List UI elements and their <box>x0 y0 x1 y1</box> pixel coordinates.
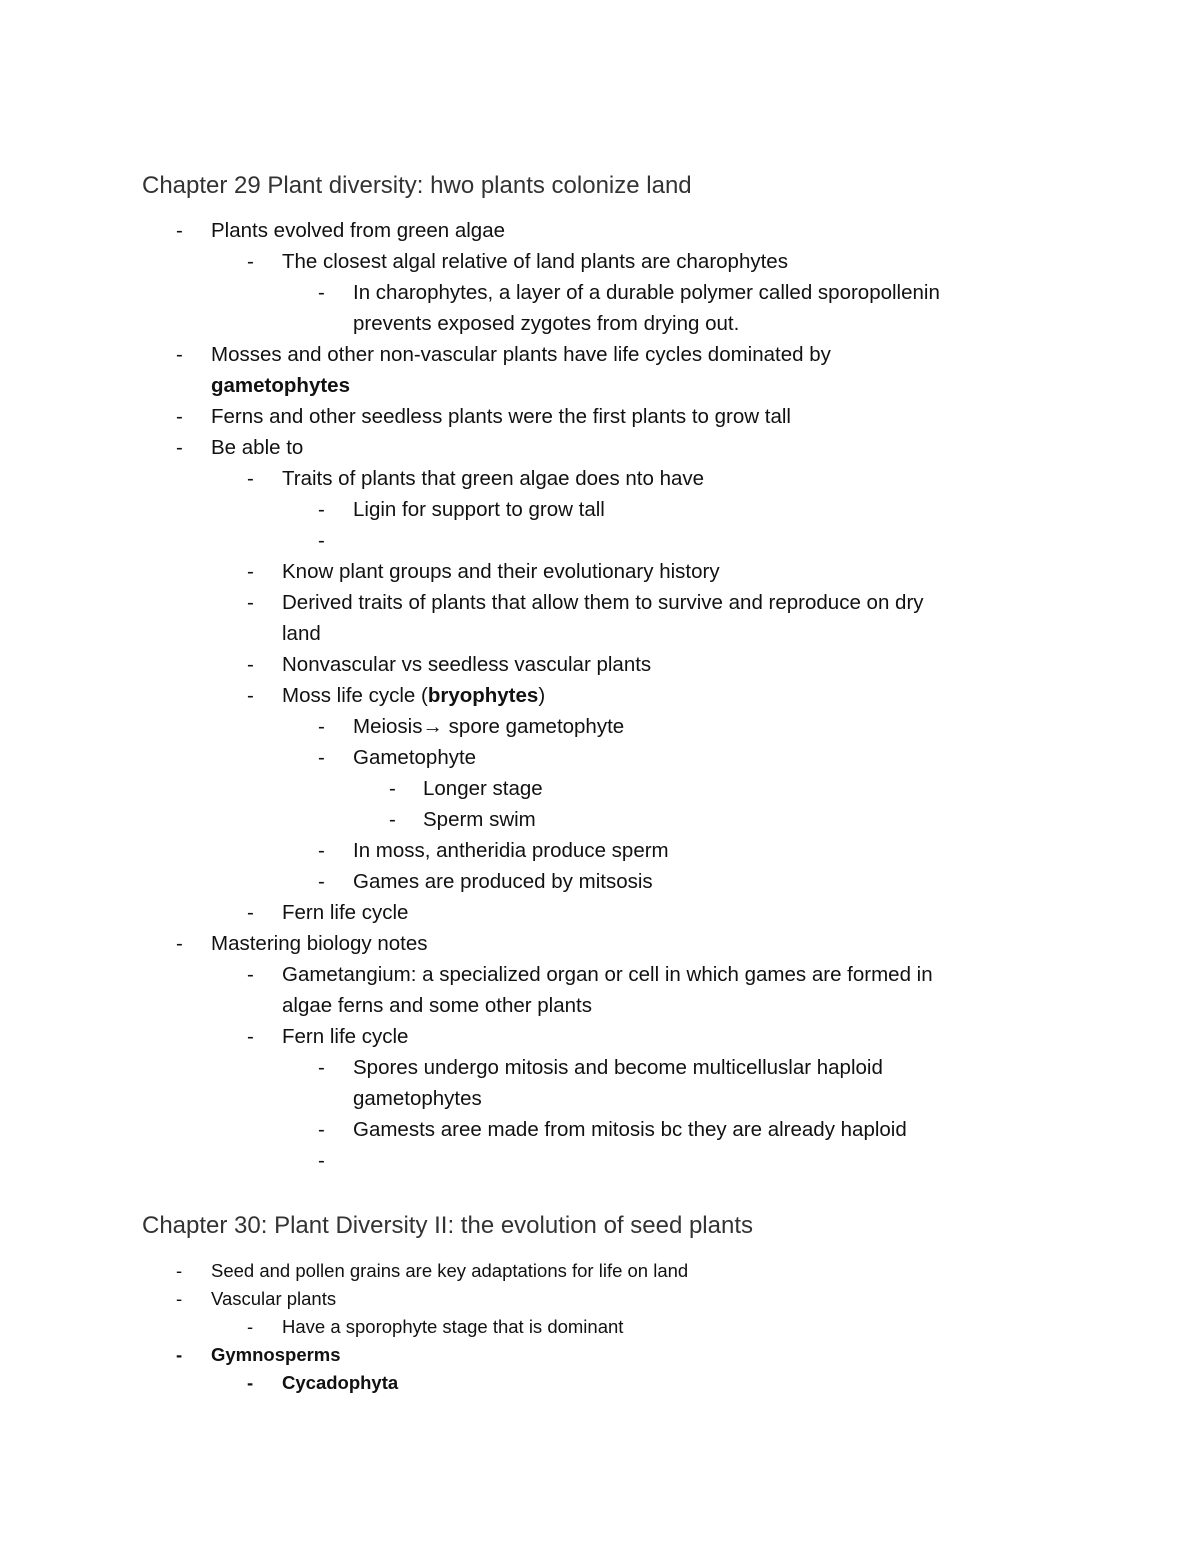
item-text-line <box>353 711 624 742</box>
item-text-line <box>211 215 505 246</box>
bullet-dash: - <box>318 1149 325 1172</box>
bullet-dash: - <box>176 1344 183 1365</box>
item-text-line <box>282 897 408 928</box>
item-text-line <box>211 401 791 432</box>
item-text-line <box>282 1021 408 1052</box>
bullet-dash: - <box>318 1056 325 1079</box>
text-segment: Traits of plants that green algae does nto have <box>282 467 705 490</box>
bullet-dash: - <box>318 870 325 893</box>
text-segment: Gamests aree made from mitosis bc they are already haploid <box>353 1118 907 1141</box>
bold-text: bryophytes <box>427 684 539 707</box>
item-text-line <box>211 1341 341 1369</box>
bullet-dash: - <box>318 1118 325 1141</box>
text-segment: Gametangium: a specialized organ or cell in which games are formed in <box>282 963 933 986</box>
bullet-dash: - <box>247 1025 254 1048</box>
item-text-line <box>282 990 592 1021</box>
text-segment: Moss life cycle ( <box>282 684 428 707</box>
item-text-line <box>423 804 536 835</box>
bullet-dash: - <box>247 963 254 986</box>
bullet-dash: - <box>318 715 325 738</box>
text-segment: Ligin for support to grow tall <box>353 498 605 521</box>
bullet-dash: - <box>389 777 396 800</box>
bullet-dash: - <box>247 901 254 924</box>
item-text-line <box>282 587 924 618</box>
text-segment: algae ferns and some other plants <box>282 994 592 1017</box>
bullet-dash: - <box>247 560 254 583</box>
bold-text: gametophytes <box>211 374 350 397</box>
item-text-line <box>282 1369 398 1397</box>
item-text-line <box>211 928 428 959</box>
bullet-dash: - <box>176 343 183 366</box>
chapter-29-heading: Chapter 29 Plant diversity: hwo plants colonize land <box>142 172 692 199</box>
item-text-line <box>282 246 788 277</box>
bold-text: Cycadophyta <box>282 1372 399 1393</box>
item-text-line <box>353 835 669 866</box>
item-text-line <box>353 866 653 897</box>
item-text-line <box>353 308 739 339</box>
text-segment: Fern life cycle <box>282 901 409 924</box>
text-segment: In moss, antheridia produce sperm <box>353 839 669 862</box>
bullet-dash: - <box>247 684 254 707</box>
item-text-line <box>282 1313 623 1341</box>
bullet-dash: - <box>318 529 325 552</box>
item-text-line <box>211 339 831 370</box>
item-text-line <box>211 1285 336 1313</box>
text-segment: In charophytes, a layer of a durable polymer called sporopollenin <box>353 281 940 304</box>
text-segment: Ferns and other seedless plants were the first plants to grow tall <box>211 405 791 428</box>
bullet-dash: - <box>247 467 254 490</box>
text-segment: Spores undergo mitosis and become multicelluslar haploid <box>353 1056 883 1079</box>
bullet-dash: - <box>318 281 325 304</box>
text-segment: Gametophyte <box>353 746 477 769</box>
item-text-line <box>211 370 350 401</box>
bullet-dash: - <box>176 405 183 428</box>
item-text-line <box>282 556 720 587</box>
text-segment: Mastering biology notes <box>211 932 428 955</box>
text-segment: Mosses and other non-vascular plants have life cycles dominated by <box>211 343 831 366</box>
item-text-line <box>211 432 303 463</box>
item-text-line <box>353 1052 883 1083</box>
text-segment: Sperm swim <box>423 808 536 831</box>
text-segment: Fern life cycle <box>282 1025 409 1048</box>
text-segment: Derived traits of plants that allow them to survive and reproduce on dry <box>282 591 924 614</box>
text-segment: Nonvascular vs seedless vascular plants <box>282 653 652 676</box>
bullet-dash: - <box>176 1288 183 1309</box>
item-text-line <box>353 742 476 773</box>
bullet-dash: - <box>247 250 254 273</box>
text-segment: Be able to <box>211 436 304 459</box>
text-segment: ) <box>538 684 546 707</box>
text-segment: Meiosis→ spore gametophyte <box>353 715 625 738</box>
bullet-dash: - <box>247 1316 254 1337</box>
item-text-line <box>282 618 321 649</box>
bullet-dash: - <box>318 839 325 862</box>
text-segment: Know plant groups and their evolutionary history <box>282 560 720 583</box>
text-segment: gametophytes <box>353 1087 482 1110</box>
bullet-dash: - <box>318 498 325 521</box>
item-text-line <box>282 649 651 680</box>
bullet-dash: - <box>247 1372 254 1393</box>
bold-text: Gymnosperms <box>211 1344 341 1365</box>
item-text-line <box>353 277 940 308</box>
text-segment: Seed and pollen grains are key adaptations for life on land <box>211 1260 689 1281</box>
bullet-dash: - <box>176 1260 183 1281</box>
item-text-line <box>353 1114 907 1145</box>
bullet-dash: - <box>318 746 325 769</box>
bullet-dash: - <box>176 219 183 242</box>
bullet-dash: - <box>247 591 254 614</box>
item-text-line <box>211 1257 688 1285</box>
item-text-line <box>353 494 605 525</box>
text-segment: The closest algal relative of land plants are charophytes <box>282 250 788 273</box>
text-segment: Have a sporophyte stage that is dominant <box>282 1316 624 1337</box>
text-segment: prevents exposed zygotes from drying out. <box>353 312 740 335</box>
item-text-line <box>282 463 704 494</box>
item-text-line <box>282 680 545 711</box>
bullet-dash: - <box>176 932 183 955</box>
chapter-30-heading: Chapter 30: Plant Diversity II: the evolution of seed plants <box>142 1212 754 1239</box>
item-text-line <box>353 1083 482 1114</box>
text-segment: Longer stage <box>423 777 543 800</box>
bullet-dash: - <box>176 436 183 459</box>
item-text-line <box>423 773 543 804</box>
text-segment: Games are produced by mitsosis <box>353 870 653 893</box>
bullet-dash: - <box>389 808 396 831</box>
item-text-line <box>282 959 933 990</box>
text-segment: Vascular plants <box>211 1288 337 1309</box>
text-segment: land <box>282 622 321 645</box>
bullet-dash: - <box>247 653 254 676</box>
text-segment: Plants evolved from green algae <box>211 219 506 242</box>
